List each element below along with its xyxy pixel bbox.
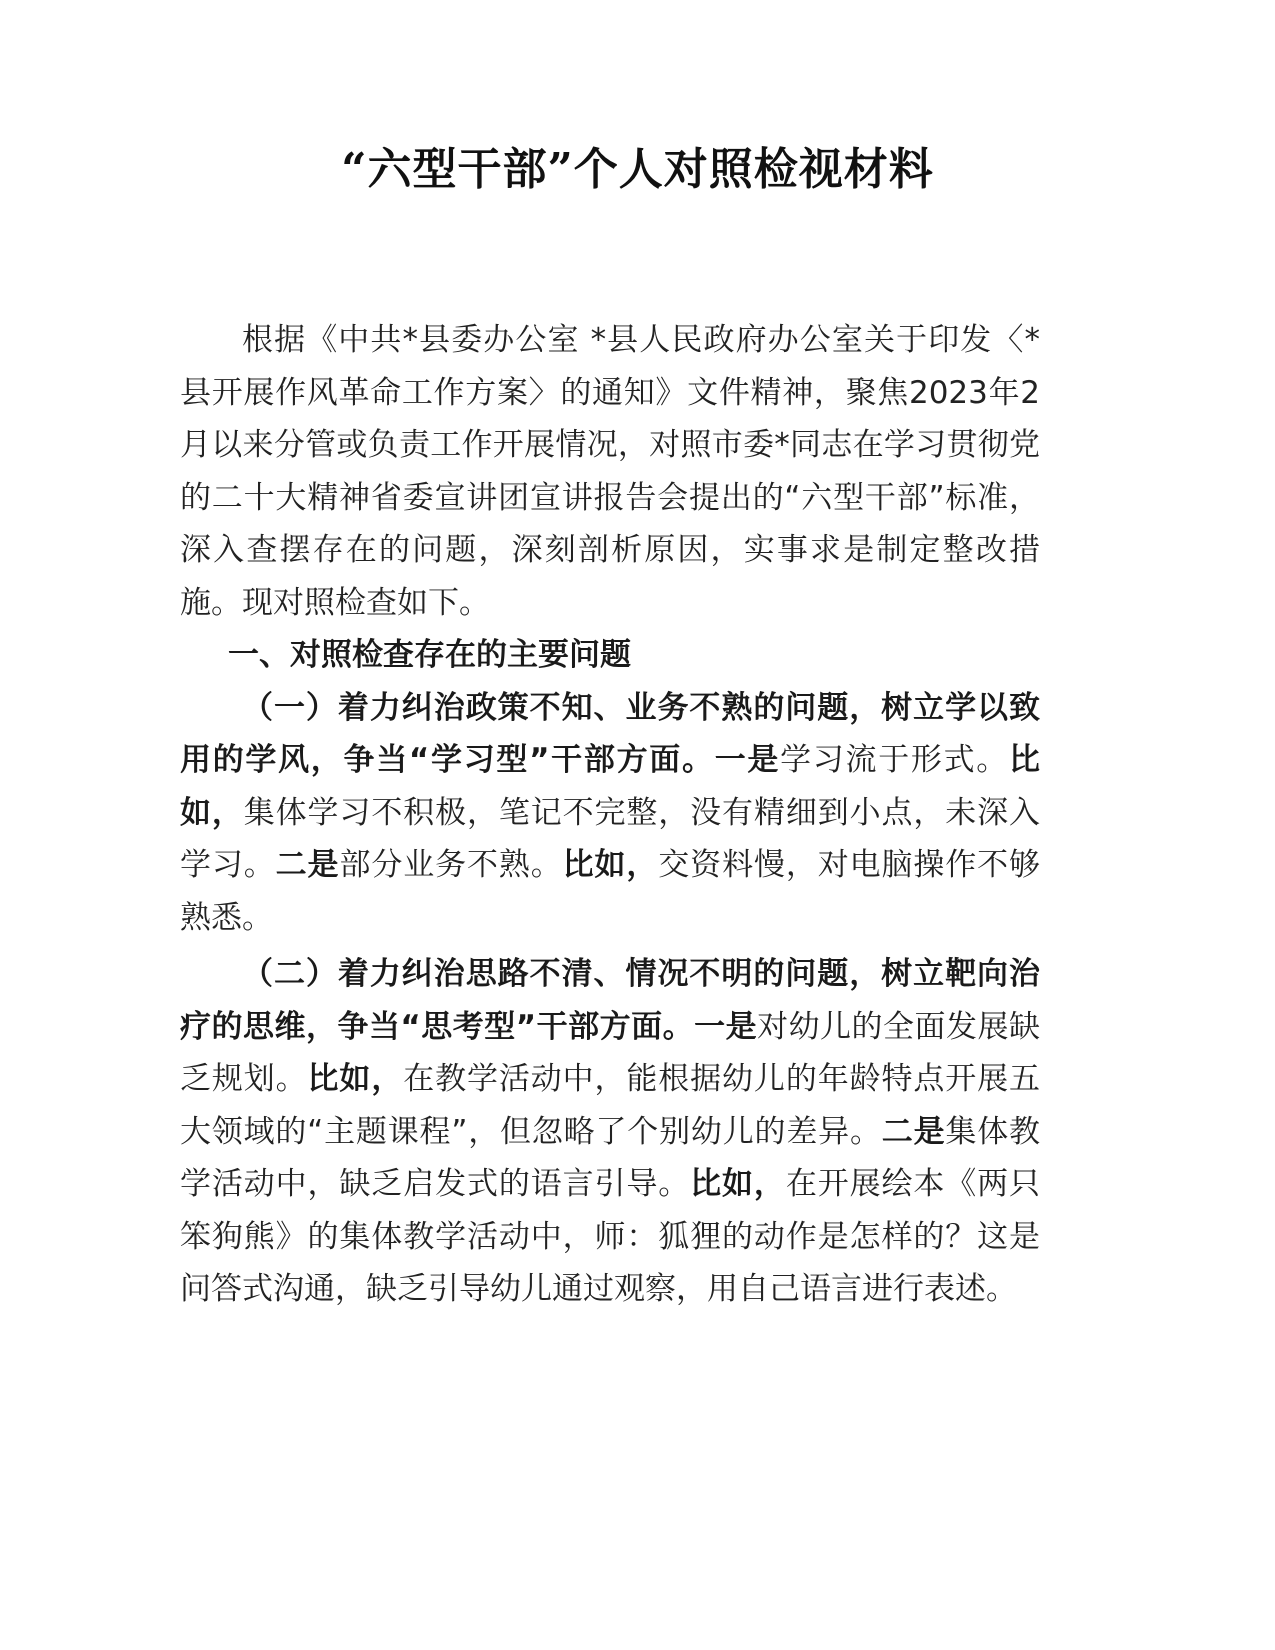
section-heading-1: 一、对照检查存在的主要问题: [228, 637, 632, 673]
issue-paragraph-1: [180, 682, 1040, 945]
point-lead: 一是: [694, 1008, 758, 1045]
document-body: [180, 314, 1040, 1316]
point-text: 学习流于形式。: [780, 742, 1010, 778]
example-text: 在开展绘本《两只笨狗熊》的集体教学活动中，师：狐狸的动作是怎样的？这是问答式沟通，缺乏引导幼儿通过观察，用自己语言进行表述。: [180, 1166, 1041, 1307]
issue-subheading-2: （二）着力纠治思路不清、情况不明的问题，树立靶向治疗的思维，争当“思考型”干部方面。: [180, 956, 1040, 1045]
example-lead: 比如，: [307, 1061, 404, 1097]
issue-subheading-1: （一）着力纠治政策不知、业务不熟的问题，树立学以致用的学风，争当“学习型”干部方面。: [180, 689, 1040, 778]
intro-paragraph: 根据《中共*县委办公室 *县人民政府办公室关于印发〈*县开展作风革命工作方案〉的通知》文件精神，聚焦2023年2月以来分管或负责工作开展情况，对照市委*同志在学习贯彻党的二十大精神省委宣讲团宣讲报告会提出的“六型干部”标准，深入查摆存在的问题，深刻剖析原因，实事求是制定整改措施。现对照检查如下。: [180, 322, 1040, 621]
example-text: 在教学活动中，能根据幼儿的年龄特点开展五大领域的“主题课程”，但忽略了个别幼儿的差异。: [180, 1061, 1041, 1150]
example-lead: 比如，: [180, 742, 1041, 831]
point-lead: 二是: [275, 847, 340, 883]
example-text: 交资料慢，对电脑操作不够熟悉。: [180, 847, 1041, 936]
document-title: “六型干部”个人对照检视材料: [341, 144, 934, 195]
point-text: 集体教学活动中，缺乏启发式的语言引导。: [180, 1113, 1041, 1202]
example-lead: 比如，: [690, 1166, 786, 1202]
example-lead: 比如，: [562, 847, 659, 883]
point-text: 对幼儿的全面发展缺乏规划。: [180, 1008, 1041, 1097]
example-text: 集体学习不积极，笔记不完整，没有精细到小点，未深入学习。: [180, 794, 1041, 883]
point-lead: 一是: [714, 742, 781, 778]
point-lead: 二是: [881, 1113, 946, 1150]
issue-paragraph-2: [180, 948, 1040, 1316]
point-text: 部分业务不熟。: [339, 847, 563, 883]
